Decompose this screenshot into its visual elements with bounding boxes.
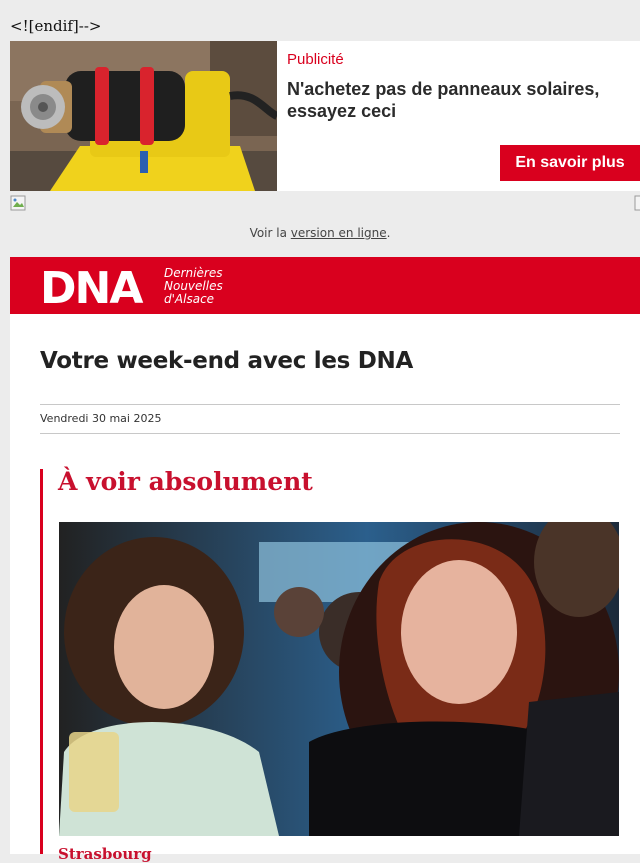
broken-image-icon: [634, 195, 640, 211]
dna-logo[interactable]: [40, 265, 230, 307]
article-location-label: Strasbourg: [58, 845, 152, 863]
broken-image-icon: [10, 195, 26, 211]
view-online-suffix: .: [386, 226, 391, 240]
sponsored-ad[interactable]: [10, 41, 640, 191]
date-bar: [40, 404, 620, 434]
conditional-comment-text: <![endif]-->: [10, 17, 102, 35]
logo-sub-line-2: Nouvelles: [164, 279, 223, 293]
logo-sub-line-3: d'Alsace: [164, 292, 215, 306]
view-online-link[interactable]: version en ligne: [290, 226, 387, 240]
newsletter-content: [10, 314, 640, 863]
view-online-row: [0, 226, 640, 240]
must-see-section: [40, 467, 640, 863]
section-title: À voir absolument: [58, 467, 313, 496]
logo-main-text: DNA: [40, 265, 142, 307]
featured-photo[interactable]: [59, 522, 619, 836]
newsletter-title: Votre week-end avec les DNA: [40, 348, 413, 374]
ad-cta-button[interactable]: En savoir plus: [500, 145, 640, 181]
ad-headline[interactable]: N'achetez pas de panneaux solaires, essayez ceci: [287, 79, 600, 121]
view-online-prefix: Voir la: [249, 226, 291, 240]
brand-header: [10, 257, 640, 314]
newsletter-date: Vendredi 30 mai 2025: [40, 412, 162, 425]
ad-image[interactable]: [10, 41, 277, 191]
logo-sub-line-1: Dernières: [164, 266, 223, 280]
ad-label: Publicité: [287, 51, 344, 68]
